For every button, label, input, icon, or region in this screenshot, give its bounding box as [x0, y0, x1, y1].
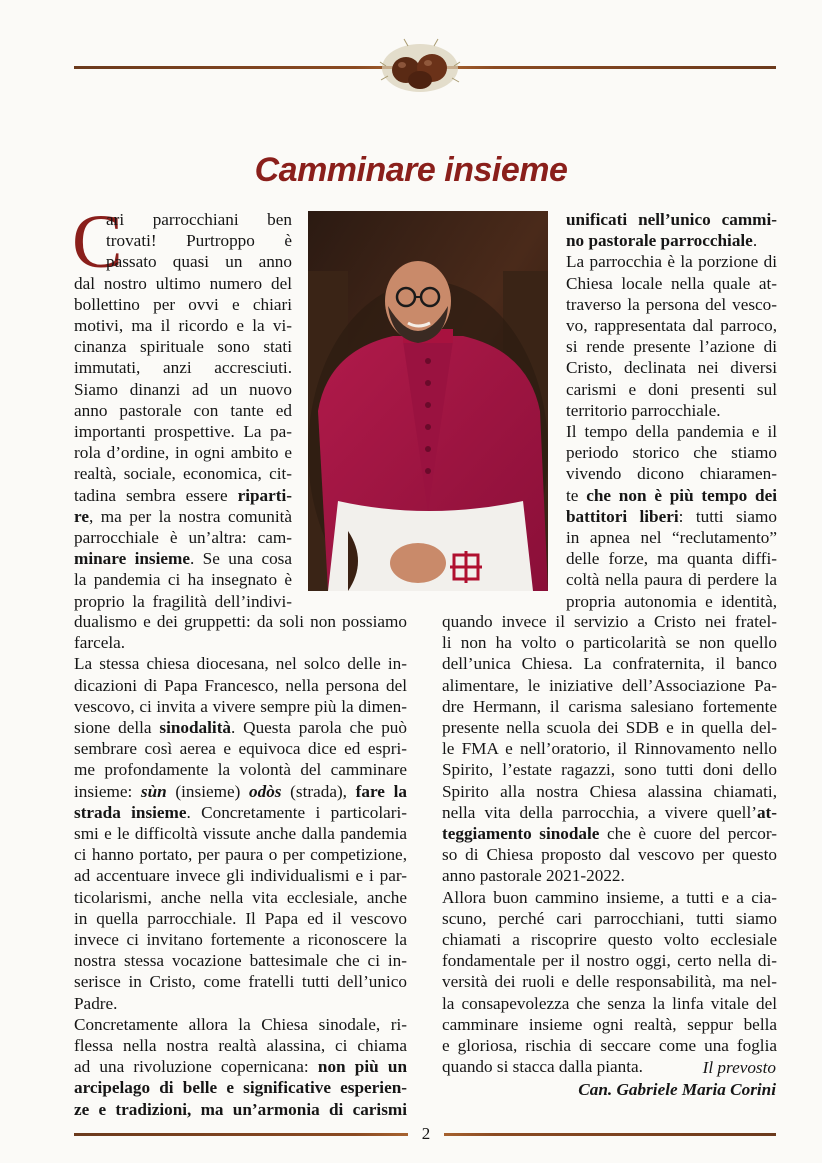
- text-line: ari parrocchiani ben: [106, 210, 292, 229]
- text-line: sione della sinodalità. Questa parola che può: [74, 718, 407, 738]
- text-line: insieme: sùn (insieme) odòs (strada), fare la: [74, 781, 407, 801]
- signature-name: Can. Gabriele Maria Corini: [578, 1080, 776, 1099]
- text-line: ze e tradizioni, ma un’armonia di carismi: [74, 1099, 407, 1119]
- text-line: anno pastorale 2021-2022.: [442, 866, 625, 886]
- page-number: 2: [408, 1124, 444, 1144]
- text-line: unificati nell’unico cammi-: [566, 210, 777, 229]
- text-line: smi e le difficoltà vissute anche dalla pandemia: [74, 824, 407, 844]
- text-line: te che non è più tempo dei: [566, 485, 777, 505]
- text-line: coltà nella paura di perdere la: [566, 570, 777, 590]
- text-line: dre Hermann, il carisma salesiano fortemente: [442, 696, 777, 716]
- text-line: passato quasi un anno: [106, 252, 292, 272]
- text-line: nostra stessa vocazione battesimale che ci in-: [74, 951, 407, 971]
- right-column-top: [566, 209, 777, 612]
- drop-cap: C: [72, 200, 123, 284]
- text-line: immutati, anzi accresciuti.: [74, 358, 292, 378]
- text-line: quando invece il servizio a Cristo nei fratel-: [442, 612, 777, 631]
- text-line: Spirito, l’estate ragazzi, sono tutti doni dello: [442, 760, 777, 780]
- text-line: scuno, perché cari parrocchiani, tutti siamo: [442, 908, 777, 928]
- text-line: so di Chiesa proposto dal vescovo per questo: [442, 845, 777, 865]
- text-line: li non ha volto o particolarità se non quello: [442, 633, 777, 653]
- text-line: battitori liberi: tutti siamo: [566, 506, 777, 526]
- left-column-bottom: [74, 611, 407, 1120]
- text-line: anno pastorale con tante ed: [74, 400, 292, 420]
- text-line: in quella parrocchiale. Il Papa ed il vescovo: [74, 908, 407, 928]
- text-line: Cristo, declinata nei diversi: [566, 358, 777, 378]
- text-line: fondamentale per il nostro oggi, certo nella di-: [442, 951, 777, 971]
- text-line: Siamo dinanzi ad un nuovo: [74, 379, 292, 399]
- text-line: trovati! Purtroppo è: [106, 231, 292, 251]
- text-line: La parrocchia è la porzione di: [566, 252, 777, 272]
- text-line: re, ma per la nostra comunità: [74, 506, 292, 526]
- text-line: teggiamento sinodale che è cuore del percor-: [442, 824, 777, 844]
- text-line: La stessa chiesa diocesana, nel solco delle in-: [74, 654, 407, 674]
- signature-role: Il prevosto: [702, 1058, 776, 1077]
- page-title: Camminare insieme: [254, 150, 568, 189]
- text-line: versità dei ruoli e delle responsabilità, ma nel-: [442, 972, 777, 992]
- right-column-bottom: [442, 611, 777, 1077]
- text-line: bollettino per ovvi e chiari: [74, 294, 292, 314]
- text-line: dell’unica Chiesa. La confraternita, il banco: [442, 654, 777, 674]
- text-line: strada insieme. Concretamente i particolari-: [74, 802, 407, 822]
- text-line: Spirito alla nostra Chiesa alassina chiamati,: [442, 781, 777, 801]
- text-line: la pandemia ci ha insegnato è: [74, 570, 292, 590]
- text-line: quando si stacca dalla pianta.: [442, 1057, 643, 1077]
- text-line: vivendo dicono chiaramen-: [566, 464, 777, 484]
- text-line: traverso la persona del vesco-: [566, 294, 777, 314]
- text-line: carismi e doni presenti sul: [566, 379, 777, 399]
- text-line: motivi, ma il ricordo e la vi-: [74, 316, 292, 336]
- text-line: periodo storico che stiamo: [566, 443, 777, 463]
- text-line: farcela.: [74, 633, 126, 653]
- text-line: vescovo, ci invita a vivere sempre più la dimen-: [74, 696, 407, 716]
- text-line: parrocchiale è un’altra: cam-: [74, 528, 292, 548]
- text-line: Allora buon cammino insieme, a tutti e a cia-: [442, 887, 777, 907]
- text-line: arcipelago di belle e significative esperien-: [74, 1078, 407, 1098]
- text-line: la consapevolezza che senza la linfa vitale del: [442, 993, 777, 1013]
- text-line: invece ci invitano fortemente a riconoscere la: [74, 930, 407, 950]
- text-line: Chiesa locale nella quale at-: [566, 273, 777, 293]
- text-line: proprio la fragilità dell’indivi-: [74, 591, 292, 611]
- text-line: camminare insieme ogni realtà, seppur bella: [442, 1014, 777, 1034]
- text-line: si rende presente l’azione di: [566, 337, 777, 357]
- text-line: sembrare così aerea e equivoca dice ed espri-: [74, 739, 407, 759]
- text-line: minare insieme. Se una cosa: [74, 549, 292, 569]
- text-line: me profondamente la volontà del camminare: [74, 760, 407, 780]
- text-line: importanti prospettive. La pa-: [74, 422, 292, 442]
- chestnut-ornament-icon: [378, 36, 462, 96]
- text-line: Il tempo della pandemia e il: [566, 422, 777, 442]
- text-line: dualismo e dei gruppetti: da soli non possiamo: [74, 612, 407, 631]
- text-line: presente nella scuola dei SDB e in quella del-: [442, 718, 777, 738]
- text-line: cinanza spirituale sono stati: [74, 337, 292, 357]
- text-line: ci hanno portato, per paura o per competizione,: [74, 845, 407, 865]
- text-line: chiamati a riscoprire questo volto ecclesiale: [442, 930, 777, 950]
- left-column-top: [74, 209, 292, 612]
- text-line: Padre.: [74, 993, 118, 1013]
- text-line: vo, rappresentata dal parroco,: [566, 316, 777, 336]
- text-line: in apnea nel “reclutamento”: [566, 528, 777, 548]
- text-line: flessa nella nostra realtà alassina, ci chiama: [74, 1036, 407, 1056]
- text-line: realtà, sociale, economica, cit-: [74, 464, 292, 484]
- text-line: propria autonomia e identità,: [566, 591, 777, 611]
- text-line: tadina sembra essere riparti-: [74, 485, 292, 505]
- text-line: ad accentuare invece gli individualismi e i par-: [74, 866, 407, 886]
- text-line: ticolarismi, anche nella vita ecclesiale, anche: [74, 887, 407, 907]
- text-line: ad una rivoluzione copernicana: non più un: [74, 1057, 407, 1077]
- text-line: no pastorale parrocchiale.: [566, 231, 758, 251]
- priest-portrait-photo: [308, 211, 548, 591]
- text-line: Concretamente allora la Chiesa sinodale, ri-: [74, 1014, 407, 1034]
- text-line: nella vita della parrocchia, a vivere quell’at-: [442, 802, 777, 822]
- text-line: territorio parrocchiale.: [566, 400, 721, 420]
- text-line: dicazioni di Papa Francesco, nella persona del: [74, 675, 407, 695]
- text-line: rola d’ordine, in ogni ambito e: [74, 443, 292, 463]
- text-line: delle forze, ma quanta diffi-: [566, 549, 777, 569]
- text-line: alimentare, le iniziative dell’Associazione Pa-: [442, 675, 777, 695]
- text-line: e gloriosa, rischia di seccare come una foglia: [442, 1036, 777, 1056]
- text-line: le FMA e nell’oratorio, il Rinnovamento nello: [442, 739, 777, 759]
- text-line: serisce in Cristo, come fratelli tutti dell’unico: [74, 972, 407, 992]
- text-line: dal nostro ultimo numero del: [74, 273, 292, 293]
